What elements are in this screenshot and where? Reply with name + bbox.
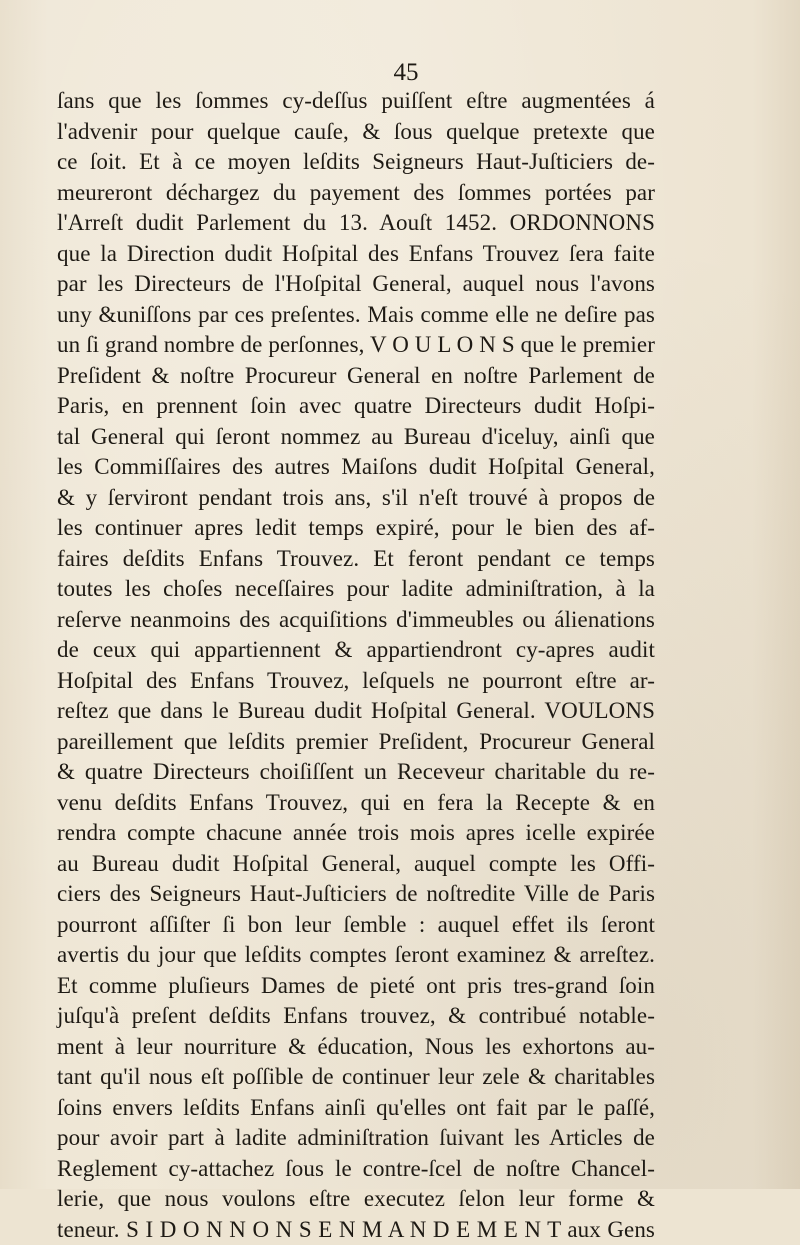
text-line: venu deſdits Enfans Trouvez, qui en fera la Recepte & en bbox=[57, 788, 655, 819]
text-line: toutes les choſes neceſſaires pour ladite adminiſtration, à la bbox=[57, 574, 655, 605]
text-line: ce ſoit. Et à ce moyen leſdits Seigneurs Haut-Juſticiers de- bbox=[57, 147, 655, 178]
text-line: pourront aſſiſter ſi bon leur ſemble : auquel effet ils ſeront bbox=[57, 910, 655, 941]
text-line: avertis du jour que leſdits comptes ſeront examinez & arreſtez. bbox=[57, 940, 655, 971]
text-line: reſerve neanmoins des acquiſitions d'immeubles ou álienations bbox=[57, 605, 655, 636]
text-line: reſtez que dans le Bureau dudit Hoſpital General. VOULONS bbox=[57, 696, 655, 727]
text-line: pour avoir part à ladite adminiſtration ſuivant les Articles de bbox=[57, 1123, 655, 1154]
text-line: rendra compte chacune année trois mois apres icelle expirée bbox=[57, 818, 655, 849]
text-line: pareillement que leſdits premier Preſident, Procureur General bbox=[57, 727, 655, 758]
text-line: que la Direction dudit Hoſpital des Enfans Trouvez ſera faite bbox=[57, 239, 655, 270]
text-line: tant qu'il nous eſt poſſible de continuer leur zele & charitables bbox=[57, 1062, 655, 1093]
text-line: & y ſerviront pendant trois ans, s'il n'eſt trouvé à propos de bbox=[57, 483, 655, 514]
text-line: Preſident & noſtre Procureur General en noſtre Parlement de bbox=[57, 361, 655, 392]
text-line: Hoſpital des Enfans Trouvez, leſquels ne pourront eſtre ar- bbox=[57, 666, 655, 697]
text-line: tal General qui ſeront nommez au Bureau d'iceluy, ainſi que bbox=[57, 422, 655, 453]
text-line: l'advenir pour quelque cauſe, & ſous quelque pretexte que bbox=[57, 117, 655, 148]
text-line: juſqu'à preſent deſdits Enfans trouvez, & contribué notable- bbox=[57, 1001, 655, 1032]
text-line: les continuer apres ledit temps expiré, pour le bien des af- bbox=[57, 513, 655, 544]
text-line: les Commiſſaires des autres Maiſons dudit Hoſpital General, bbox=[57, 452, 655, 483]
text-line: Paris, en prennent ſoin avec quatre Directeurs dudit Hoſpi- bbox=[57, 391, 655, 422]
text-line: de ceux qui appartiennent & appartiendront cy-apres audit bbox=[57, 635, 655, 666]
text-line: & quatre Directeurs choiſiſſent un Receveur charitable du re- bbox=[57, 757, 655, 788]
text-line: ſans que les ſommes cy-deſſus puiſſent eſtre augmentées á bbox=[57, 86, 655, 117]
text-line: au Bureau dudit Hoſpital General, auquel compte les Offi- bbox=[57, 849, 655, 880]
body-text bbox=[57, 86, 655, 1245]
text-line: uny &uniſſons par ces preſentes. Mais comme elle ne deſire pas bbox=[57, 300, 655, 331]
text-line: un ſi grand nombre de perſonnes, V O U L O N S que le premier bbox=[57, 330, 655, 361]
text-line: teneur. S I D O N N O N S E N M A N D E M E N T aux Gens bbox=[57, 1215, 655, 1245]
text-line: Reglement cy-attachez ſous le contre-ſcel de noſtre Chancel- bbox=[57, 1154, 655, 1185]
text-line: lerie, que nous voulons eſtre executez ſelon leur forme & bbox=[57, 1184, 655, 1215]
text-line: meureront déchargez du payement des ſommes portées par bbox=[57, 178, 655, 209]
text-line: l'Arreſt dudit Parlement du 13. Aouſt 1452. ORDONNONS bbox=[57, 208, 655, 239]
text-line: par les Directeurs de l'Hoſpital General, auquel nous l'avons bbox=[57, 269, 655, 300]
page-number: 45 bbox=[0, 58, 800, 88]
text-line: ment à leur nourriture & éducation, Nous les exhortons au- bbox=[57, 1032, 655, 1063]
text-line: Et comme pluſieurs Dames de pieté ont pris tres-grand ſoin bbox=[57, 971, 655, 1002]
text-line: ſoins envers leſdits Enfans ainſi qu'elles ont fait par le paſſé, bbox=[57, 1093, 655, 1124]
text-line: ciers des Seigneurs Haut-Juſticiers de noſtredite Ville de Paris bbox=[57, 879, 655, 910]
text-line: faires deſdits Enfans Trouvez. Et feront pendant ce temps bbox=[57, 544, 655, 575]
